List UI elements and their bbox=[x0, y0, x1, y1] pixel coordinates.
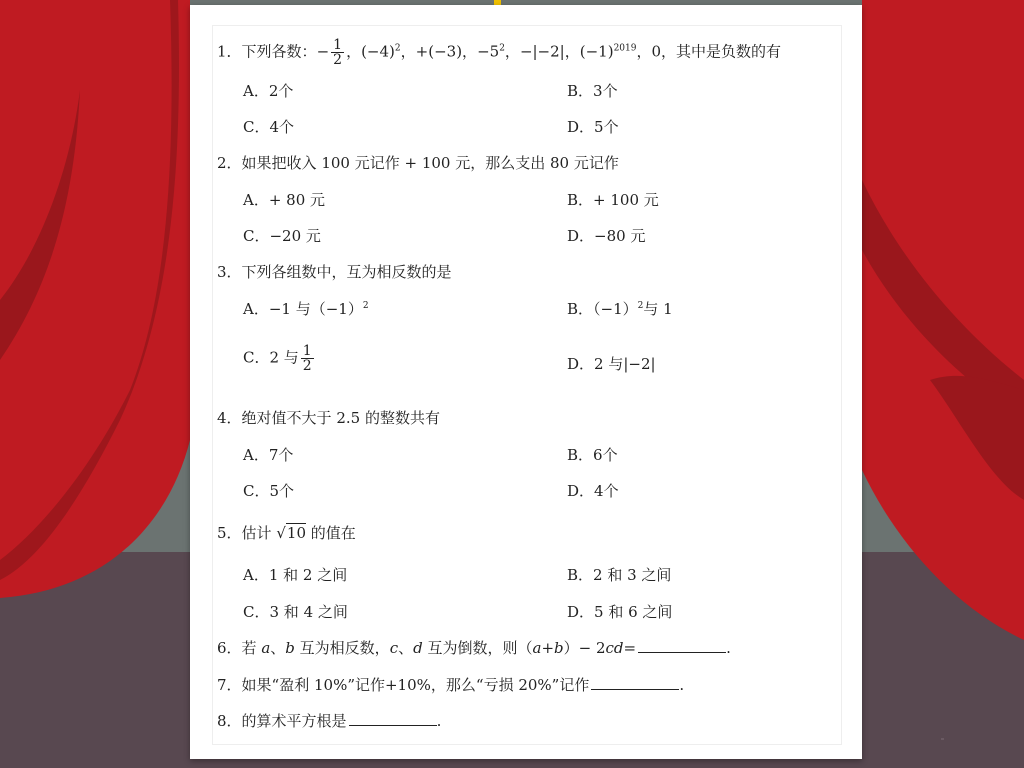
question-1: 1．下列各数：− $\frac{1}{2}$ ，$(-4)^2$，+(−3)，$-5^2$，−|−2|，$(-1)^{2019}$，0，其中是负数的有 bbox=[217, 37, 782, 68]
question-8: 8．的算术平方根是 . bbox=[217, 712, 442, 730]
answer-blank bbox=[591, 677, 679, 690]
option-3d: D．2 与|−2| bbox=[567, 355, 656, 373]
fraction: $\frac{1}{2}$ bbox=[333, 37, 343, 68]
question-2: 2．如果把收入 100 元记作 + 100 元，那么支出 80 元记作 bbox=[217, 154, 619, 172]
option-2d: D．−80 元 bbox=[567, 227, 646, 245]
option-2a: A．+ 80 元 bbox=[243, 191, 326, 209]
question-3: 3．下列各组数中，互为相反数的是 bbox=[217, 263, 452, 281]
option-5d: D．5 和 6 之间 bbox=[567, 603, 673, 621]
option-4c: C．5个 bbox=[243, 482, 295, 500]
question-5: 5．估计 √10 的值在 bbox=[217, 524, 356, 542]
option-3a: A．−1 与$(-1)^2$ bbox=[243, 300, 369, 318]
decorative-dot bbox=[941, 738, 944, 740]
question-stem: 下列各数： bbox=[241, 42, 317, 61]
option-1b: B．3个 bbox=[567, 82, 618, 100]
answer-blank bbox=[349, 713, 437, 726]
question-7: 7．如果“盈利 10%”记作+10%，那么“亏损 20%”记作 . bbox=[217, 676, 685, 694]
answer-blank bbox=[638, 640, 726, 653]
option-4b: B．6个 bbox=[567, 446, 618, 464]
option-2c: C．−20 元 bbox=[243, 227, 321, 245]
option-1c: C．4个 bbox=[243, 118, 295, 136]
option-4a: A．7个 bbox=[243, 446, 294, 464]
option-5b: B．2 和 3 之间 bbox=[567, 566, 672, 584]
option-3c: C．2 与 $\frac{1}{2}$ bbox=[243, 343, 312, 374]
option-5c: C．3 和 4 之间 bbox=[243, 603, 348, 621]
fraction: $\frac{1}{2}$ bbox=[302, 343, 312, 374]
option-1d: D．5个 bbox=[567, 118, 619, 136]
option-1a: A．2个 bbox=[243, 82, 294, 100]
question-number: 1． bbox=[217, 42, 242, 61]
option-4d: D．4个 bbox=[567, 482, 619, 500]
option-5a: A．1 和 2 之间 bbox=[243, 566, 348, 584]
option-3b: B．$(-1)^2$与 1 bbox=[567, 300, 673, 318]
option-2b: B．+ 100 元 bbox=[567, 191, 659, 209]
worksheet-image bbox=[212, 25, 842, 745]
slide-content-card bbox=[190, 5, 862, 759]
sqrt-icon: √ bbox=[276, 524, 286, 542]
question-6: 6．若 a、b 互为相反数，c、d 互为倒数，则（a+b）− 2cd= . bbox=[217, 639, 731, 657]
question-4: 4．绝对值不大于 2.5 的整数共有 bbox=[217, 409, 440, 427]
